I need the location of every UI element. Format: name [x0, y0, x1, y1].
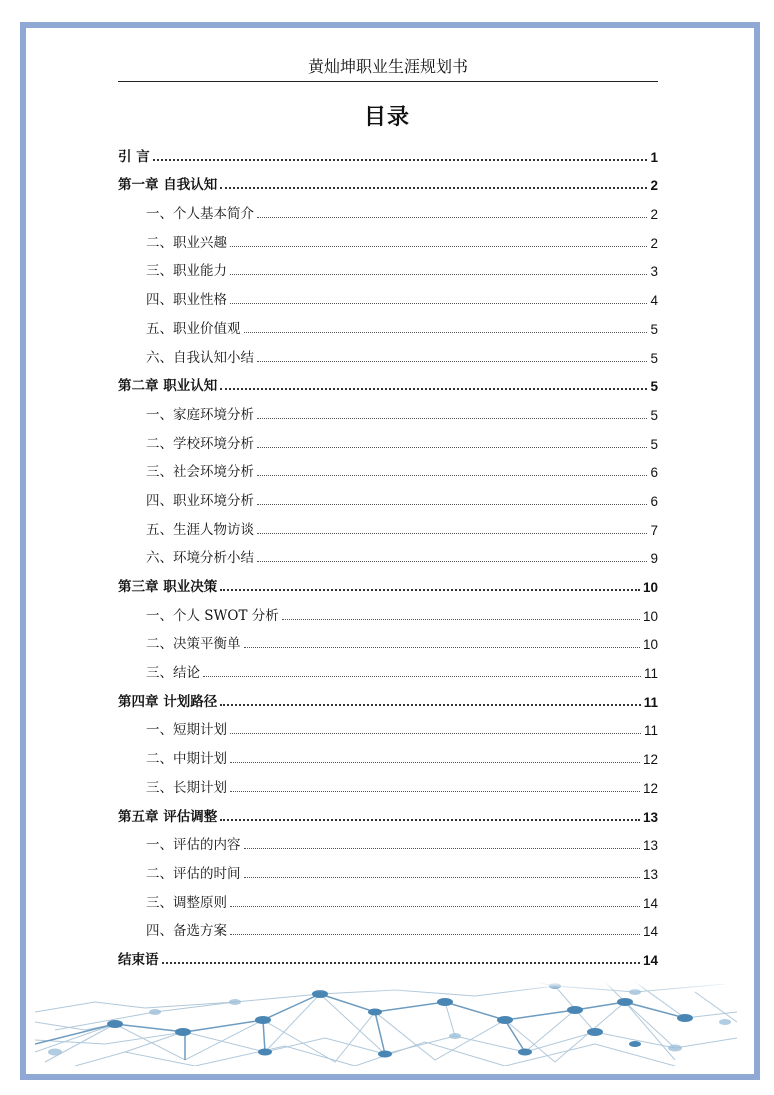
- toc-dot-leader: [220, 388, 647, 390]
- toc-dot-leader: [230, 733, 641, 734]
- toc-entry-page-number: 5: [650, 436, 658, 452]
- toc-section-entry[interactable]: [118, 195, 658, 224]
- toc-entry-page-number: 2: [650, 207, 658, 223]
- header-rule: [118, 81, 658, 82]
- toc-section-entry[interactable]: [118, 913, 658, 942]
- toc-entry-label: 四、备选方案: [146, 923, 227, 940]
- toc-dot-leader: [257, 533, 647, 534]
- toc-entry-label: 四、职业环境分析: [146, 492, 254, 509]
- toc-dot-leader: [230, 791, 640, 792]
- toc-entry-page-number: 7: [650, 522, 658, 538]
- toc-entry-label: 第四章 计划路径: [118, 693, 218, 710]
- toc-section-entry[interactable]: [118, 769, 658, 798]
- toc-dot-leader: [257, 561, 647, 562]
- toc-dot-leader: [244, 848, 640, 849]
- toc-entry-page-number: 4: [650, 293, 658, 309]
- toc-dot-leader: [230, 274, 647, 275]
- toc-entry-label: 三、结论: [146, 665, 200, 682]
- toc-entry-page-number: 6: [650, 493, 658, 509]
- toc-entry-page-number: 13: [642, 809, 658, 825]
- toc-entry-label: 结束语: [118, 951, 159, 968]
- toc-entry-page-number: 3: [650, 264, 658, 280]
- toc-entry-page-number: 10: [642, 608, 658, 624]
- toc-entry-page-number: 5: [650, 321, 658, 337]
- toc-chapter-entry[interactable]: [118, 138, 658, 167]
- toc-entry-label: 一、个人 SWOT 分析: [146, 607, 279, 624]
- toc-dot-leader: [282, 619, 640, 620]
- toc-entry-label: 第一章 自我认知: [118, 177, 218, 194]
- toc-dot-leader: [153, 159, 648, 161]
- toc-entry-label: 四、职业性格: [146, 292, 227, 309]
- table-of-contents: [118, 138, 658, 970]
- toc-dot-leader: [257, 361, 647, 362]
- toc-dot-leader: [203, 676, 641, 677]
- toc-entry-page-number: 6: [650, 465, 658, 481]
- toc-entry-page-number: 5: [650, 407, 658, 423]
- toc-dot-leader: [257, 217, 647, 218]
- toc-entry-page-number: 9: [650, 551, 658, 567]
- toc-entry-label: 引 言: [118, 148, 150, 165]
- toc-section-entry[interactable]: [118, 855, 658, 884]
- toc-entry-page-number: 12: [642, 752, 658, 768]
- toc-entry-label: 二、中期计划: [146, 751, 227, 768]
- toc-title: 目录: [363, 105, 410, 130]
- toc-entry-page-number: 14: [642, 924, 658, 940]
- toc-dot-leader: [244, 877, 640, 878]
- toc-chapter-entry[interactable]: [118, 941, 658, 970]
- toc-entry-page-number: 10: [642, 637, 658, 653]
- toc-entry-label: 三、社会环境分析: [146, 464, 254, 481]
- toc-entry-label: 五、生涯人物访谈: [146, 521, 254, 538]
- toc-entry-page-number: 5: [650, 350, 658, 366]
- toc-dot-leader: [230, 246, 647, 247]
- toc-section-entry[interactable]: [118, 884, 658, 913]
- toc-entry-label: 六、环境分析小结: [146, 550, 254, 567]
- toc-entry-page-number: 14: [642, 895, 658, 911]
- toc-entry-label: 一、评估的内容: [146, 837, 241, 854]
- toc-entry-page-number: 5: [650, 379, 658, 395]
- toc-entry-label: 三、职业能力: [146, 263, 227, 280]
- toc-entry-label: 第三章 职业决策: [118, 579, 218, 595]
- toc-section-entry[interactable]: [118, 425, 658, 454]
- toc-entry-page-number: 1: [650, 149, 658, 165]
- toc-section-entry[interactable]: [118, 712, 658, 741]
- toc-dot-leader: [244, 647, 640, 648]
- toc-section-entry[interactable]: [118, 740, 658, 769]
- toc-entry-label: 第二章 职业认知: [118, 378, 218, 395]
- toc-chapter-entry[interactable]: [118, 368, 658, 397]
- toc-dot-leader: [257, 447, 647, 448]
- toc-entry-page-number: 2: [650, 235, 658, 251]
- toc-entry-label: 第五章 评估调整: [118, 808, 218, 825]
- toc-section-entry[interactable]: [118, 511, 658, 540]
- toc-entry-page-number: 13: [642, 866, 658, 882]
- toc-entry-label: 二、学校环境分析: [146, 435, 254, 452]
- toc-section-entry[interactable]: [118, 339, 658, 368]
- toc-section-entry[interactable]: [118, 597, 658, 626]
- toc-entry-label: 二、职业兴趣: [146, 234, 227, 251]
- toc-dot-leader: [230, 934, 640, 935]
- toc-entry-label: 三、调整原则: [146, 894, 227, 911]
- toc-entry-page-number: 14: [642, 952, 658, 968]
- toc-entry-page-number: 11: [643, 666, 658, 682]
- toc-entry-label: 三、长期计划: [146, 779, 227, 796]
- toc-section-entry[interactable]: [118, 626, 658, 655]
- toc-entry-label: 六、自我认知小结: [146, 349, 254, 366]
- toc-section-entry[interactable]: [118, 224, 658, 253]
- toc-entry-page-number: 2: [650, 178, 658, 194]
- toc-entry-label: 一、个人基本简介: [146, 206, 254, 223]
- toc-chapter-entry[interactable]: [118, 167, 658, 196]
- toc-dot-leader: [257, 504, 647, 505]
- toc-section-entry[interactable]: [118, 253, 658, 282]
- toc-section-entry[interactable]: [118, 482, 658, 511]
- toc-dot-leader: [220, 819, 640, 821]
- toc-dot-leader: [230, 762, 640, 763]
- toc-entry-page-number: 12: [642, 780, 658, 796]
- toc-entry-page-number: 13: [642, 838, 658, 854]
- toc-dot-leader: [230, 906, 640, 907]
- toc-chapter-entry[interactable]: [118, 683, 658, 712]
- toc-section-entry[interactable]: [118, 310, 658, 339]
- toc-entry-label: 一、家庭环境分析: [146, 406, 254, 423]
- toc-section-entry[interactable]: [118, 827, 658, 856]
- toc-entry-label: 一、短期计划: [146, 722, 227, 739]
- toc-dot-leader: [230, 303, 647, 304]
- toc-section-entry[interactable]: [118, 281, 658, 310]
- toc-entry-page-number: 11: [643, 723, 658, 739]
- toc-chapter-entry[interactable]: [118, 798, 658, 827]
- toc-section-entry[interactable]: [118, 454, 658, 483]
- toc-dot-leader: [220, 589, 640, 591]
- toc-section-entry[interactable]: [118, 540, 658, 569]
- toc-dot-leader: [162, 962, 640, 964]
- toc-dot-leader: [220, 704, 641, 706]
- toc-section-entry[interactable]: [118, 396, 658, 425]
- toc-section-entry[interactable]: [118, 654, 658, 683]
- toc-chapter-entry[interactable]: [118, 568, 658, 597]
- running-header-title: 黄灿坤职业生涯规划书: [307, 57, 468, 76]
- network-decoration-banner: [35, 982, 737, 1066]
- toc-entry-page-number: 11: [643, 694, 658, 710]
- toc-dot-leader: [244, 332, 648, 333]
- network-decoration-graphic: [35, 982, 737, 1066]
- toc-dot-leader: [257, 475, 647, 476]
- toc-dot-leader: [220, 187, 647, 189]
- toc-entry-page-number: 10: [642, 580, 658, 595]
- toc-entry-label: 二、决策平衡单: [146, 636, 241, 653]
- toc-dot-leader: [257, 418, 647, 419]
- toc-entry-label: 二、评估的时间: [146, 865, 241, 882]
- toc-entry-label: 五、职业价值观: [146, 320, 241, 337]
